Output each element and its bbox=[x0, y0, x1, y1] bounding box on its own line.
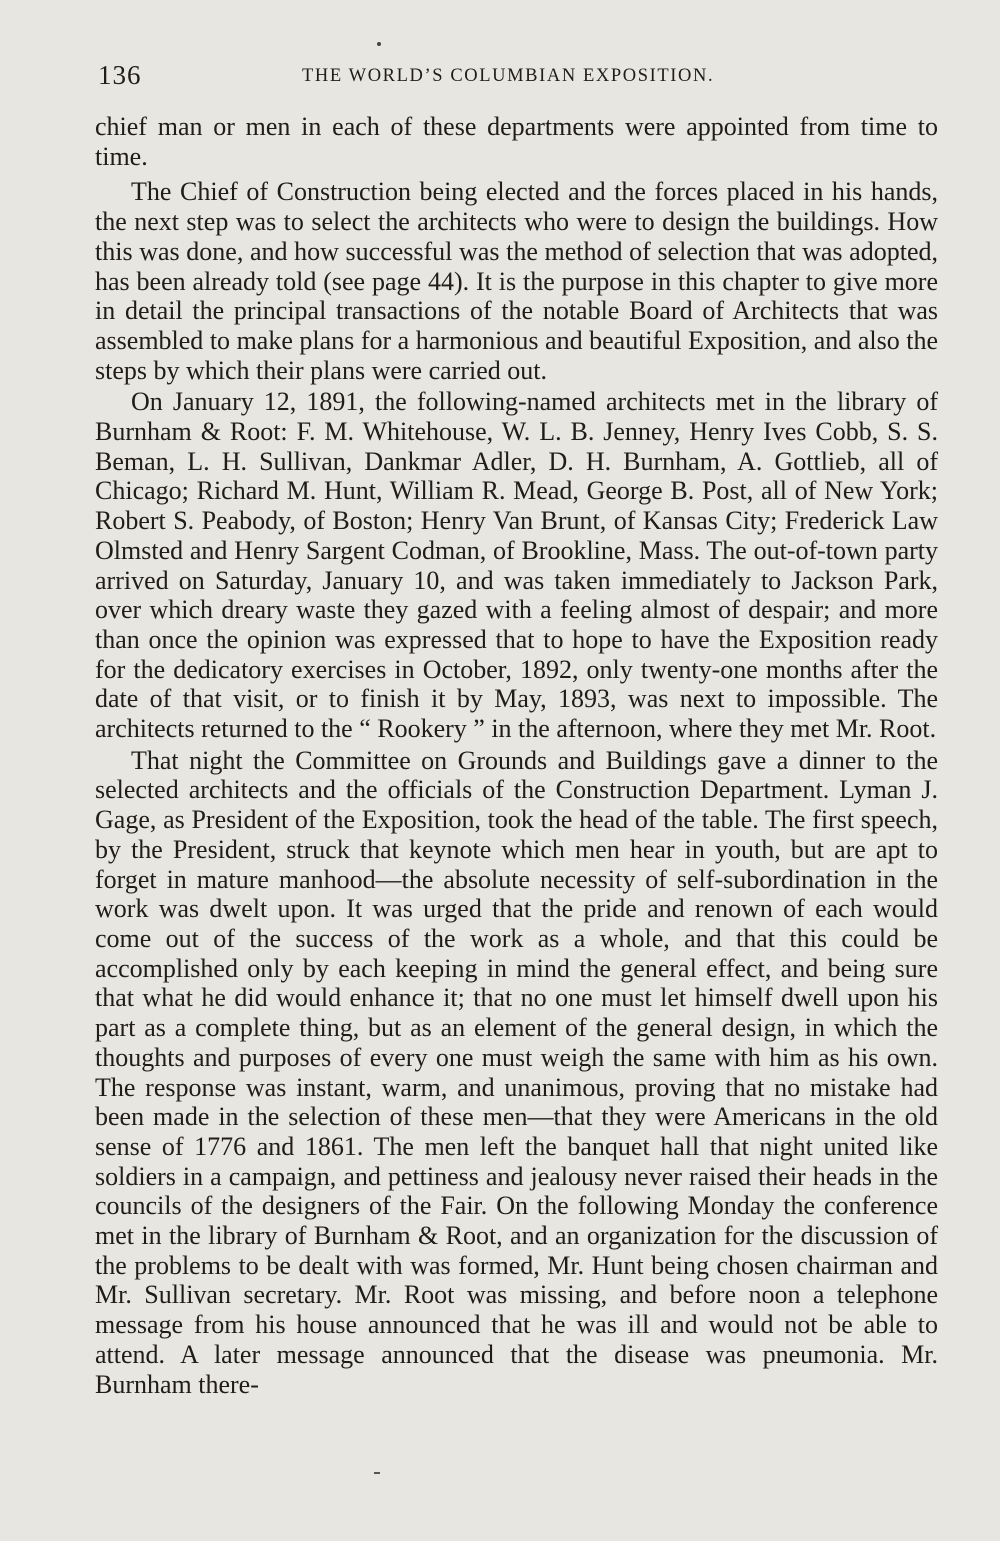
paragraph-continued: chief man or men in each of these departments were appointed from time to time. bbox=[95, 112, 938, 171]
ink-speck bbox=[377, 42, 381, 46]
running-title: THE WORLD’S COLUMBIAN EXPOSITION. bbox=[302, 66, 715, 86]
paragraph: On January 12, 1891, the following-named architects met in the library of Burnham & Root: F. M. Whitehouse, W. L. B. Jenney, Henry Ives Cobb, S. S. Beman, L. H. Sullivan, Dankmar Adler, D. H. Burnham, A. Gottlieb, all of Chicago; Richard M. Hunt, William R. Mead, George B. Post, all of New York; Robert S. Peabody, of Boston; Henry Van Brunt, of Kansas City; Frederick Law Olmsted and Henry Sargent Codman, of Brookline, Mass. The out-of-town party arrived on Saturday, January 10, and was taken immediately to Jackson Park, over which dreary waste they gazed with a feeling almost of despair; and more than once the opinion was expressed that to hope to have the Exposition ready for the dedicatory exercises in October, 1892, only twenty-one months after the date of that visit, or to finish it by May, 1893, was next to impossible. The architects returned to the “ Rookery ” in the afternoon, where they met Mr. Root. bbox=[95, 387, 938, 744]
paragraph: That night the Committee on Grounds and Buildings gave a dinner to the selected architects and the officials of the Construction Department. Lyman J. Gage, as President of the Exposition, took the head of the table. The first speech, by the President, struck that keynote which men hear in youth, but are apt to forget in mature manhood—the absolute necessity of self-subordination in the work was dwelt upon. It was urged that the pride and renown of each would come out of the success of the work as a whole, and that this could be accomplished only by each keeping in mind the general effect, and being sure that what he did would enhance it; that no one must let himself dwell upon his part as a complete thing, but as an element of the general design, in which the thoughts and purposes of every one must weigh the same with him as his own. The response was instant, warm, and unanimous, proving that no mistake had been made in the selection of these men—that they were Americans in the old sense of 1776 and 1861. The men left the banquet hall that night united like soldiers in a campaign, and pettiness and jealousy never raised their heads in the councils of the designers of the Fair. On the following Monday the conference met in the library of Burnham & Root, and an organization for the discussion of the problems to be dealt with was formed, Mr. Hunt being chosen chairman and Mr. Sullivan secretary. Mr. Root was missing, and before noon a telephone message from his house announced that he was ill and would not be able to attend. A later message announced that the disease was pneumonia. Mr. Burnham there- bbox=[95, 745, 938, 1399]
page-header bbox=[98, 60, 938, 100]
paragraph: The Chief of Construction being elected and the forces placed in his hands, the next step was to select the architects who were to design the buildings. How this was done, and how successful was the method of selection that was adopted, has been already told (see page 44). It is the purpose in this chapter to give more in detail the principal transactions of the notable Board of Architects that was assembled to make plans for a harmonious and beautiful Exposition, and also the steps by which their plans were carried out. bbox=[95, 177, 938, 385]
ink-mark bbox=[374, 1472, 380, 1474]
body-text bbox=[95, 112, 938, 1399]
page-number: 136 bbox=[98, 60, 142, 90]
